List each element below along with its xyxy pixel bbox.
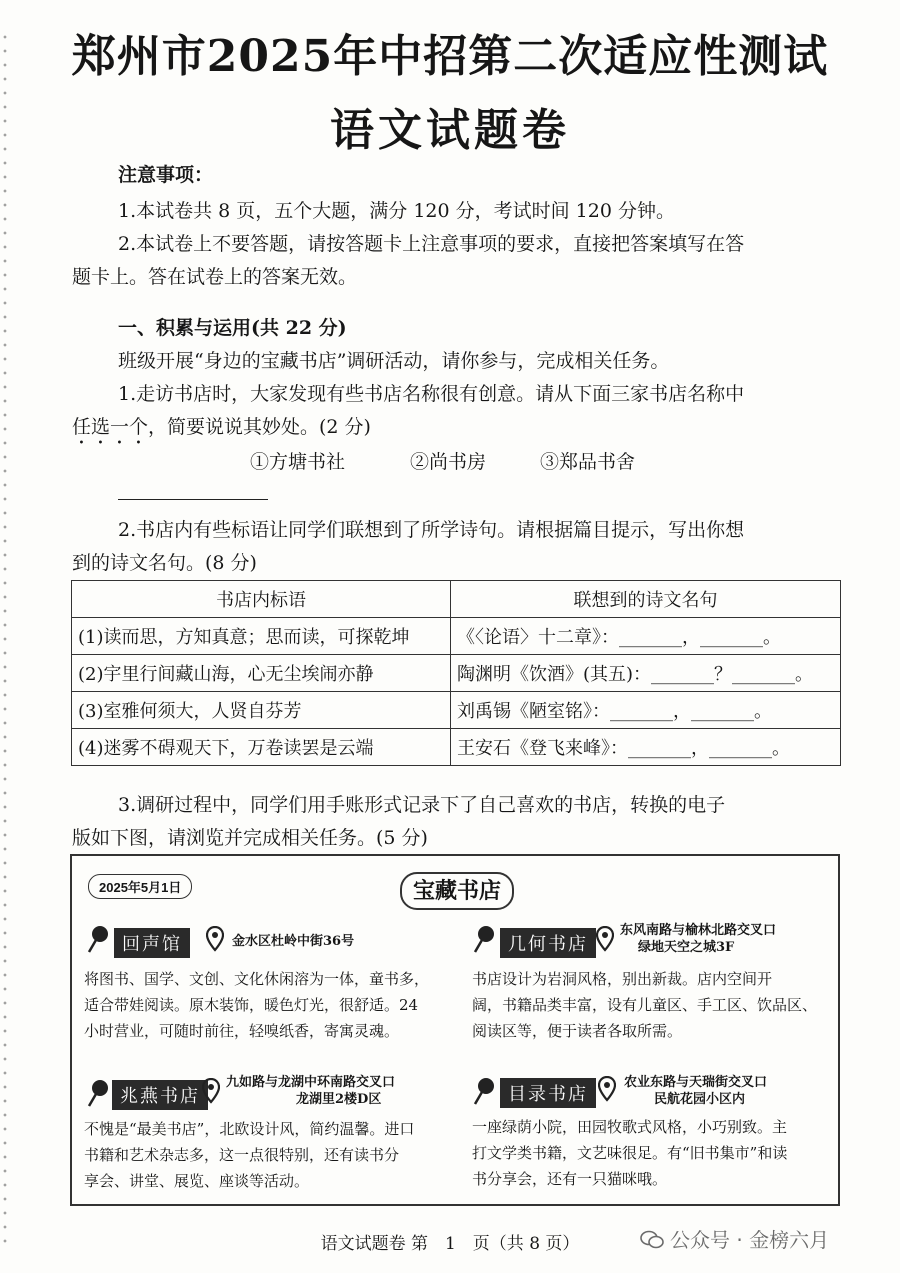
store-description bbox=[472, 1114, 787, 1192]
table-cell-slogan: (1)读而思，方知真意；思而读，可探乾坤 bbox=[72, 618, 451, 655]
section1-heading: 一、积累与运用(共 22 分) bbox=[118, 317, 347, 339]
desc-line: 书籍和艺术杂志多，这一点很特别，还有读书分 bbox=[84, 1146, 400, 1164]
desc-line: 阅读区等，便于读者各取所需。 bbox=[472, 1022, 683, 1040]
store-address bbox=[624, 1074, 767, 1108]
watermark bbox=[640, 1224, 829, 1253]
address-line1: 农业东路与天瑞街交叉口 bbox=[624, 1075, 768, 1090]
table-cell-slogan: (3)室雅何须大，人贤自芬芳 bbox=[72, 692, 451, 729]
desc-line: 适合带娃阅读。原木装饰，暖色灯光，很舒适。24 bbox=[84, 996, 419, 1014]
location-pin-icon bbox=[598, 1076, 616, 1102]
store-description bbox=[84, 966, 429, 1044]
pushpin-icon bbox=[86, 924, 112, 954]
wechat-icon bbox=[640, 1230, 664, 1250]
notice-item-1: 1.本试卷共 8 页，五个大题，满分 120 分，考试时间 120 分钟。 bbox=[118, 200, 675, 222]
location-pin-icon bbox=[202, 1078, 220, 1104]
store-name-tag: 几何书店 bbox=[500, 928, 596, 958]
desc-line: 将图书、国学、文创、文化休闲溶为一体，童书多， bbox=[84, 970, 430, 988]
bookstore-journal-card bbox=[70, 854, 840, 1206]
address-line1: 九如路与龙湖中环南路交叉口 bbox=[226, 1075, 396, 1090]
poem-table bbox=[71, 580, 841, 766]
q1-emphasis: 任选一个 bbox=[72, 416, 149, 438]
pushpin-icon bbox=[472, 1076, 498, 1106]
store-name-tag: 回声馆 bbox=[114, 928, 190, 958]
q1-option-2: ②尚书房 bbox=[410, 451, 487, 473]
notice-item-2-line1: 2.本试卷上不要答题，请按答题卡上注意事项的要求，直接把答案填写在答 bbox=[118, 233, 745, 255]
table-header-row bbox=[72, 581, 841, 618]
address-line2: 龙湖里2楼D区 bbox=[296, 1092, 382, 1107]
table-cell-answer: 王安石《登飞来峰》：_______，_______。 bbox=[451, 729, 841, 766]
address-line2: 绿地天空之城3F bbox=[638, 940, 735, 955]
store-name-tag: 目录书店 bbox=[500, 1078, 596, 1108]
address-line1: 东风南路与榆林北路交叉口 bbox=[620, 923, 777, 938]
q1-line2 bbox=[72, 412, 371, 449]
binding-holes bbox=[0, 30, 10, 1250]
store-description bbox=[84, 1116, 414, 1194]
table-row bbox=[72, 655, 841, 692]
table-cell-answer: 陶渊明《饮酒》(其五)：_______？_______。 bbox=[451, 655, 841, 692]
q1-answer-blank bbox=[118, 499, 268, 500]
address-line2: 民航花园小区内 bbox=[654, 1092, 746, 1107]
table-header-answer: 联想到的诗文名句 bbox=[451, 581, 841, 618]
q3-line2: 版如下图，请浏览并完成相关任务。(5 分) bbox=[72, 827, 428, 849]
location-pin-icon bbox=[596, 926, 614, 952]
desc-line: 不愧是“最美书店”，北欧设计风，简约温馨。进口 bbox=[84, 1120, 415, 1138]
date-badge: 2025年5月1日 bbox=[88, 874, 192, 899]
pushpin-icon bbox=[86, 1078, 112, 1108]
section1-intro: 班级开展“身边的宝藏书店”调研活动，请你参与，完成相关任务。 bbox=[118, 350, 670, 372]
page-subtitle: 语文试题卷 bbox=[330, 105, 570, 156]
table-row bbox=[72, 692, 841, 729]
page-title: 郑州市2025年中招第二次适应性测试 bbox=[71, 31, 829, 82]
desc-line: 一座绿荫小院，田园牧歌式风格，小巧别致。主 bbox=[472, 1118, 788, 1136]
desc-line: 小时营业，可随时前往，轻嗅纸香，寄寓灵魂。 bbox=[84, 1022, 400, 1040]
q1-rest: ，简要说说其妙处。(2 分) bbox=[148, 416, 371, 438]
table-cell-answer: 《〈论语〉十二章》：_______，_______。 bbox=[451, 618, 841, 655]
q3-line1: 3.调研过程中，同学们用手账形式记录下了自己喜欢的书店，转换的电子 bbox=[118, 794, 726, 816]
q1-option-3: ③郑品书舍 bbox=[540, 451, 636, 473]
table-header-slogan: 书店内标语 bbox=[72, 581, 451, 618]
desc-line: 书店设计为岩洞风格，别出新裁。店内空间开 bbox=[472, 970, 773, 988]
page-footer: 语文试题卷 第 1 页（共 8 页） bbox=[320, 1234, 580, 1254]
store-address bbox=[226, 1074, 395, 1108]
q2-line2: 到的诗文名句。(8 分) bbox=[72, 552, 257, 574]
desc-line: 享会、讲堂、展览、座谈等活动。 bbox=[84, 1172, 310, 1190]
card-title: 宝藏书店 bbox=[400, 872, 514, 910]
table-cell-slogan: (2)宇里行间藏山海，心无尘埃闹亦静 bbox=[72, 655, 451, 692]
q1-line1: 1.走访书店时，大家发现有些书店名称很有创意。请从下面三家书店名称中 bbox=[118, 383, 745, 405]
table-row bbox=[72, 729, 841, 766]
table-row bbox=[72, 618, 841, 655]
store-address bbox=[620, 922, 776, 956]
address-line1: 金水区杜岭中街36号 bbox=[232, 934, 355, 949]
desc-line: 打文学类书籍，文艺味很足。有“旧书集市”和读 bbox=[472, 1144, 788, 1162]
q1-option-1: ①方塘书社 bbox=[250, 451, 346, 473]
notice-item-2-line2: 题卡上。答在试卷上的答案无效。 bbox=[72, 266, 358, 288]
pushpin-icon bbox=[472, 924, 498, 954]
table-cell-slogan: (4)迷雾不碍观天下，万卷读罢是云端 bbox=[72, 729, 451, 766]
location-pin-icon bbox=[206, 926, 224, 952]
q2-line1: 2.书店内有些标语让同学们联想到了所学诗句。请根据篇目提示，写出你想 bbox=[118, 519, 745, 541]
store-name-tag: 兆燕书店 bbox=[112, 1080, 208, 1110]
table-cell-answer: 刘禹锡《陋室铭》：_______，_______。 bbox=[451, 692, 841, 729]
store-address bbox=[232, 933, 354, 950]
desc-line: 阔，书籍品类丰富，设有儿童区、手工区、饮品区、 bbox=[472, 996, 818, 1014]
watermark-text: 公众号 · 金榜六月 bbox=[670, 1228, 830, 1252]
notice-heading: 注意事项： bbox=[118, 164, 214, 186]
desc-line: 书分享会，还有一只猫咪哦。 bbox=[472, 1170, 668, 1188]
store-description bbox=[472, 966, 817, 1044]
